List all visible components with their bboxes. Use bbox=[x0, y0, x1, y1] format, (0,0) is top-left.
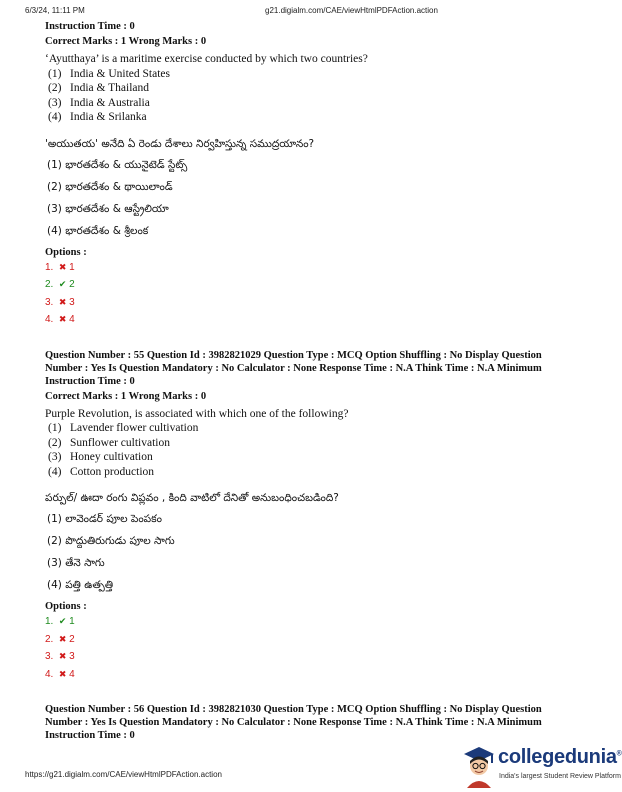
answer-item: 2. ✖ 2 bbox=[45, 631, 575, 649]
question-meta: Question Number : 56 Question Id : 3982821030 Question Type : MCQ Option Shuffling : No Display Question bbox=[45, 704, 542, 715]
options-label: Options : bbox=[45, 601, 87, 612]
answer-item: 3. ✖ 3 bbox=[45, 648, 575, 666]
option-item: (2) India & Thailand bbox=[48, 82, 149, 94]
option-item: (2) Sunflower cultivation bbox=[48, 436, 170, 449]
question-meta: Number : Yes Is Question Mandatory : No Calculator : None Response Time : N.A Think Time : N.A Minimum bbox=[45, 362, 542, 374]
answer-item: 3. ✖ 3 bbox=[45, 294, 575, 312]
wrong-icon: ✖ bbox=[58, 314, 67, 324]
answer-item: 4. ✖ 4 bbox=[45, 666, 575, 684]
answer-list bbox=[45, 259, 575, 329]
wrong-icon: ✖ bbox=[58, 261, 67, 272]
answer-item: 1. ✖ 1 bbox=[45, 259, 575, 277]
question-meta: Question Number : 55 Question Id : 3982821029 Question Type : MCQ Option Shuffling : No Display Question bbox=[45, 349, 542, 361]
question-text: Purple Revolution, is associated with which one of the following? bbox=[45, 407, 349, 420]
option-item: (1) Lavender flower cultivation bbox=[48, 422, 199, 434]
instruction-time: Instruction Time : 0 bbox=[45, 375, 135, 387]
answer-list bbox=[45, 613, 575, 683]
option-item: (4) India & Srilanka bbox=[48, 111, 147, 123]
option-item: (3) India & Australia bbox=[48, 96, 150, 109]
footer-url: https://g21.digialm.com/CAE/viewHtmlPDFAction.action bbox=[25, 770, 222, 779]
correct-icon: ✔ bbox=[58, 616, 67, 626]
instruction-time: Instruction Time : 0 bbox=[45, 730, 135, 741]
question-text: ‘Ayutthaya’ is a maritime exercise conducted by which two countries? bbox=[45, 53, 368, 65]
telugu-option: (2) పొద్దుతిరుగుడు పూల సాగు bbox=[47, 535, 175, 547]
answer-item: 4. ✖ 4 bbox=[45, 311, 575, 329]
question-meta: Number : Yes Is Question Mandatory : No Calculator : None Response Time : N.A Think Time : N.A Minimum bbox=[45, 717, 542, 728]
collegedunia-logo bbox=[462, 744, 622, 792]
print-datetime: 6/3/24, 11:11 PM bbox=[25, 6, 85, 15]
english-options bbox=[45, 67, 575, 125]
answer-item: 1. ✔ 1 bbox=[45, 613, 575, 631]
options-label: Options : bbox=[45, 246, 87, 258]
wrong-icon: ✖ bbox=[58, 651, 67, 661]
question-54 bbox=[45, 20, 575, 329]
option-item: (1) India & United States bbox=[48, 67, 170, 80]
telugu-option: (4) భారతదేశం & శ్రీలంక bbox=[47, 224, 149, 237]
question-56 bbox=[45, 703, 575, 742]
question-text-telugu: పర్పుల్/ ఊదా రంగు విప్లవం , కింది వాటిలో దేనితో అనుబంధించబడింది? bbox=[45, 492, 339, 504]
print-url: g21.digialm.com/CAE/viewHtmlPDFAction.action bbox=[265, 6, 438, 15]
telugu-option: (1) భారతదేశం & యునైటెడ్ స్టేట్స్ bbox=[47, 158, 188, 171]
wrong-icon: ✖ bbox=[58, 633, 67, 644]
marks-info: Correct Marks : 1 Wrong Marks : 0 bbox=[45, 36, 207, 47]
marks-info: Correct Marks : 1 Wrong Marks : 0 bbox=[45, 390, 207, 402]
telugu-option: (3) భారతదేశం & ఆస్ట్రేలియా bbox=[47, 202, 169, 215]
correct-icon: ✔ bbox=[58, 279, 67, 289]
question-55 bbox=[45, 349, 575, 684]
telugu-option: (3) తేనె సాగు bbox=[47, 557, 105, 569]
question-text-telugu: 'అయుతయ' అనేది ఏ రెండు దేశాలు నిర్వహిస్తున్న సముద్రయానం? bbox=[45, 137, 315, 150]
student-mascot-icon bbox=[462, 744, 496, 788]
telugu-option: (1) లావెండర్ పూల పెంపకం bbox=[47, 513, 162, 525]
wrong-icon: ✖ bbox=[58, 668, 67, 679]
wrong-icon: ✖ bbox=[58, 296, 67, 307]
instruction-time: Instruction Time : 0 bbox=[45, 21, 135, 32]
telugu-option: (2) భారతదేశం & థాయిలాండ్ bbox=[47, 180, 173, 193]
answer-item: 2. ✔ 2 bbox=[45, 276, 575, 294]
telugu-option: (4) పత్తి ఉత్పత్తి bbox=[47, 579, 114, 591]
question-paper bbox=[45, 20, 575, 742]
option-item: (4) Cotton production bbox=[48, 465, 155, 478]
logo-wordmark: collegedunia® bbox=[498, 746, 622, 768]
english-options bbox=[45, 421, 575, 479]
logo-tagline: India's largest Student Review Platform bbox=[499, 773, 621, 780]
option-item: (3) Honey cultivation bbox=[48, 451, 153, 463]
